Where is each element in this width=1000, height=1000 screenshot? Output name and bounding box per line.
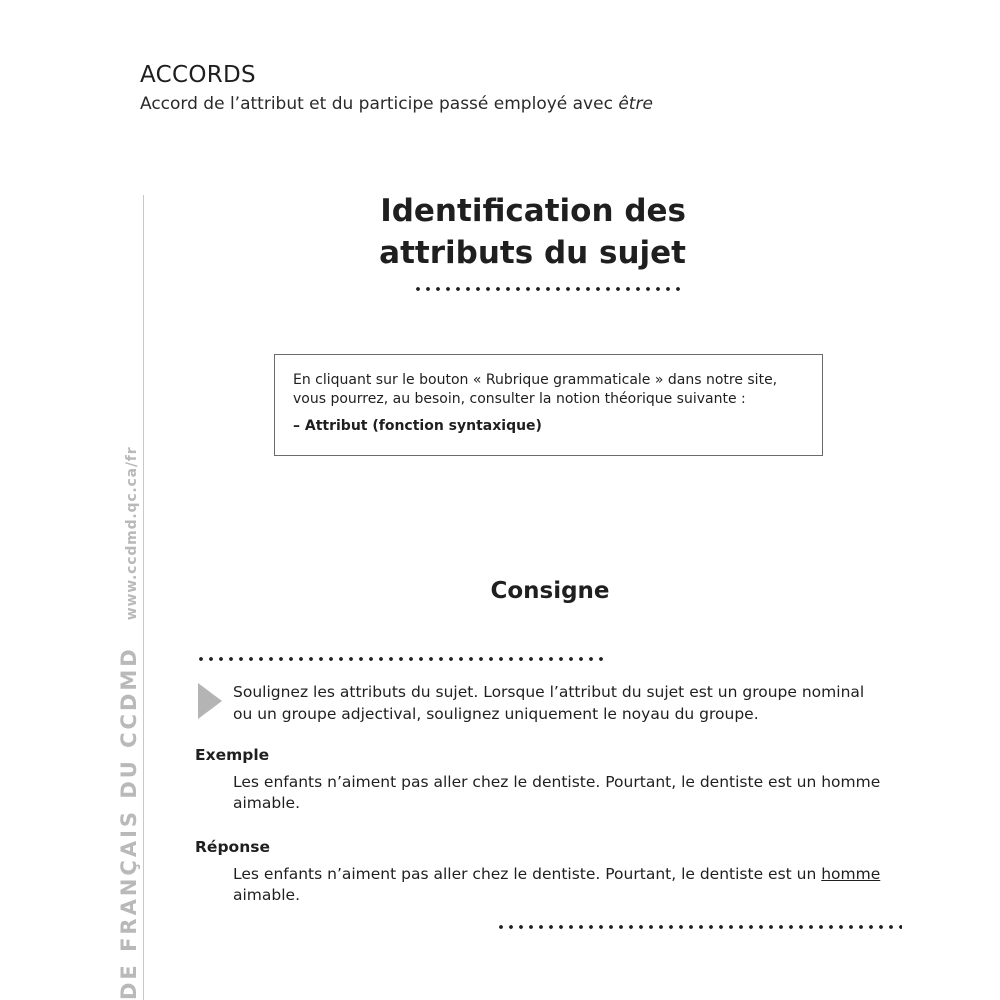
consigne-instruction (233, 681, 913, 725)
section-subtitle (140, 94, 653, 114)
instruction-line-2: ou un groupe adjectival, soulignez uniquement le noyau du groupe. (233, 705, 759, 723)
sidebar-vertical-text (112, 446, 146, 1000)
answer-line-1-text: Les enfants n’aiment pas aller chez le dentiste. Pourtant, le dentiste est un (233, 865, 822, 883)
notice-line-1: En cliquant sur le bouton « Rubrique grammaticale » dans notre site, (293, 372, 778, 388)
example-line-2: aimable. (233, 794, 301, 812)
consigne-dotted-rule (196, 657, 608, 661)
example-label: Exemple (195, 746, 270, 764)
notice-box (274, 354, 823, 456)
sidebar-publisher: DE FRANÇAIS DU CCDMD (117, 646, 141, 1000)
example-line-1: Les enfants n’aiment pas aller chez le dentiste. Pourtant, le dentiste est un homme (233, 773, 881, 791)
sidebar-url: www.ccdmd.qc.ca/fr (124, 446, 140, 621)
notice-item: – Attribut (fonction syntaxique) (293, 418, 542, 434)
subtitle-text: Accord de l’attribut et du participe passé employé avec (140, 94, 619, 114)
consigne-heading: Consigne (490, 578, 610, 604)
notice-line-2: vous pourrez, au besoin, consulter la notion théorique suivante : (293, 391, 746, 407)
page-title (330, 190, 686, 274)
bottom-dotted-rule (496, 925, 902, 929)
answer-text (233, 864, 913, 906)
instruction-line-1: Soulignez les attributs du sujet. Lorsque l’attribut du sujet est un groupe nominal (233, 683, 865, 701)
example-text (233, 772, 913, 814)
subtitle-italic-word: être (618, 94, 653, 114)
title-dotted-rule (413, 287, 686, 291)
answer-label: Réponse (195, 838, 270, 856)
answer-line-2: aimable. (233, 886, 301, 904)
answer-line-1 (233, 864, 913, 885)
arrow-right-icon (198, 683, 222, 719)
answer-underlined-word: homme (821, 865, 881, 883)
page-title-line-2: attributs du sujet (379, 235, 686, 271)
page-title-line-1: Identification des (380, 193, 686, 229)
section-title: ACCORDS (140, 62, 256, 88)
